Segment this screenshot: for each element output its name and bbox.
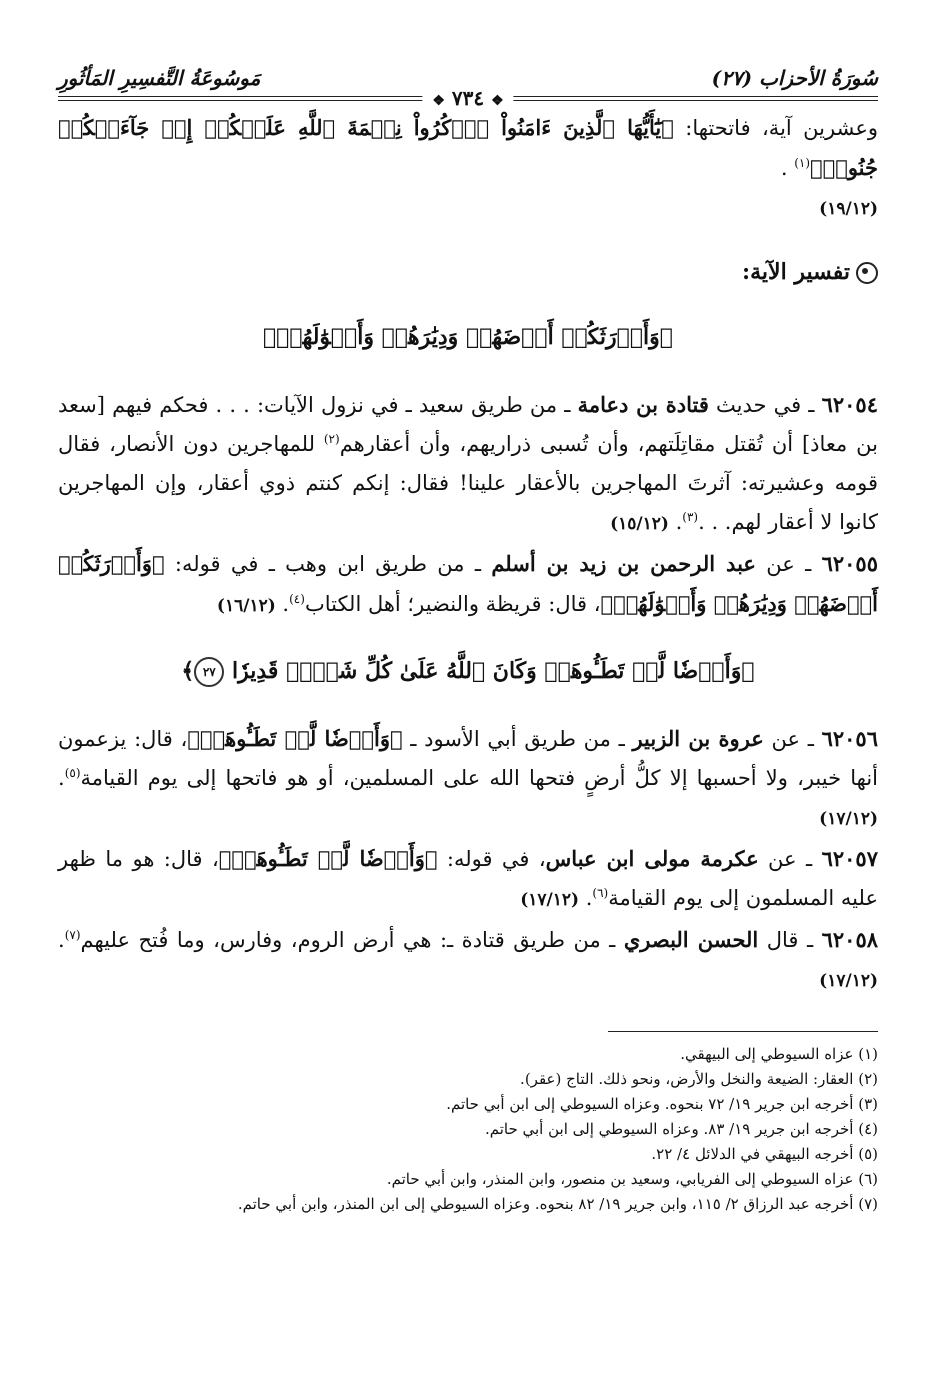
page — [58, 60, 878, 1217]
entry-number: ٦٢٠٥٦ — [821, 726, 878, 751]
verse-close: ﴾ — [181, 658, 195, 684]
entry-text: . — [275, 592, 290, 616]
entries-group-2 — [58, 719, 878, 1001]
footnote: (٧) أخرجه عبد الرزاق ٢/ ١١٥، وابن جرير ١٩/ ٨٢ بنحوه. وعزاه السيوطي إلى ابن المنذر، وابن أبي حاتم. — [237, 1195, 878, 1213]
footnote: (٦) عزاه السيوطي إلى الفريابي، وسعيد بن منصور، وابن المنذر، وابن أبي حاتم. — [386, 1170, 878, 1188]
hadith-entry — [58, 544, 878, 626]
top-end: . — [780, 156, 788, 180]
footnote-marker: (٤) — [289, 592, 305, 606]
page-number-text: ٧٣٤ — [451, 86, 485, 110]
footnote-marker: (٢) — [323, 432, 340, 446]
ornament-icon: ❖ — [432, 93, 445, 109]
top-quote: ﴿يَٰٓأَيُّهَا ٱلَّذِينَ ءَامَنُواْ ٱذۡكُرُواْ نِعۡمَةَ ٱللَّهِ عَلَيۡكُمۡ إِذۡ جَآءَتۡكُمۡ جُنُودٞ﴾ — [58, 115, 878, 180]
flower-icon — [856, 262, 878, 284]
top-text: وعشرين آية، فاتحتها: — [673, 116, 878, 140]
page-body — [58, 108, 878, 1001]
footnote-marker: (١) — [794, 156, 811, 170]
reference: (١٦/١٢) — [216, 596, 276, 616]
entry-text: للمهاجرين دون الأنصار، فقال قومه وعشيرته: آثرتَ المهاجرين بالأعقار علينا! فقال: إنكم كنتم ذوي أعقار، وإن المهاجرين كانوا لا أعقار لهم. . . — [58, 432, 878, 534]
entries-group-1 — [58, 385, 878, 626]
footnote: (١) عزاه السيوطي إلى البيهقي. — [680, 1045, 878, 1063]
entry-text: ، في قوله: — [437, 847, 546, 871]
top-paragraph — [58, 108, 878, 229]
verse-heading-2-text: ﴿وَأَرۡضٗا لَّمۡ تَطَـُٔوهَاۚ وَكَانَ ٱللَّهُ عَلَىٰ كُلِّ شَيۡءٖ قَدِيرٗا — [231, 658, 755, 684]
entry-text: . — [58, 928, 65, 952]
page-header — [58, 60, 878, 110]
page-number — [422, 86, 513, 110]
reference: (١٩/١٢) — [819, 199, 878, 219]
entry-text: . — [579, 886, 593, 910]
verse-heading-2 — [58, 652, 878, 691]
footnote-marker: (٦) — [592, 886, 609, 900]
hadith-entry — [58, 385, 878, 544]
entry-text: ـ عن — [755, 552, 822, 576]
hadith-entry — [58, 839, 878, 920]
entry-number: ٦٢٠٥٥ — [821, 551, 878, 576]
reference: (١٧/١٢) — [520, 890, 580, 910]
footnotes — [58, 1042, 878, 1217]
narrator-name: ﴿وَأَرۡضٗا لَّمۡ تَطَـُٔوهَاۚ﴾ — [187, 726, 403, 751]
footnote: (٥) أخرجه البيهقي في الدلائل ٤/ ٢٢. — [651, 1145, 878, 1163]
entry-text: ـ من طريق ابن وهب ـ في قوله: — [164, 552, 492, 576]
entry-text: ـ عن — [758, 847, 822, 871]
entry-text: ـ من طريق سعيد ـ في نزول الآيات: . . . فحكم فيهم [سعد بن معاذ] أن تُقتل مقاتِلَتهم، وأن تُسبى ذراريهم، وأن أعقارهم — [58, 393, 878, 456]
section-title: تفسير الآية: — [741, 259, 850, 285]
footnote: (٢) العقار: الضيعة والنخل والأرض، ونحو ذلك. التاج (عقر). — [520, 1070, 878, 1088]
narrator-name: قتادة بن دعامة — [577, 392, 709, 417]
footnote-marker: (٣) — [682, 510, 699, 524]
footnote-marker: (٥) — [64, 766, 81, 780]
entry-text: ـ قال — [758, 928, 822, 952]
narrator-name: ﴿وَأَرۡضٗا لَّمۡ تَطَـُٔوهَاۚ﴾ — [218, 846, 438, 871]
narrator-name: ﴿وَأَوۡرَثَكُمۡ أَرۡضَهُمۡ وَدِيَٰرَهُمۡ وَأَمۡوَٰلَهُمۡ﴾ — [58, 551, 878, 616]
verse-heading-1: ﴿وَأَوۡرَثَكُمۡ أَرۡضَهُمۡ وَدِيَٰرَهُمۡ وَأَمۡوَٰلَهُمۡ﴾ — [262, 324, 673, 350]
reference: (١٧/١٢) — [819, 809, 878, 829]
footnote-marker: (٧) — [64, 928, 81, 942]
ayah-number-icon: ٢٧ — [194, 657, 224, 687]
entry-text: . — [668, 510, 683, 534]
reference: (١٥/١٢) — [610, 514, 669, 534]
entry-text: ـ في حديث — [708, 393, 822, 417]
hadith-entry — [58, 719, 878, 839]
surah-title: سُورَةُ الأحزاب (٢٧) — [711, 66, 878, 90]
narrator-name: عروة بن الزبير — [632, 726, 764, 751]
entry-text: ، قال: هو ما ظهر عليه المسلمون إلى يوم القيامة — [58, 847, 878, 910]
entry-text: ـ من طريق أبي الأسود ـ — [402, 727, 633, 751]
entry-text: ، قال: قريظة والنضير؛ أهل الكتاب — [304, 592, 601, 616]
reference: (١٧/١٢) — [819, 971, 878, 991]
hadith-entry — [58, 920, 878, 1001]
section-heading — [58, 253, 878, 292]
entry-number: ٦٢٠٥٧ — [821, 846, 878, 871]
narrator-name: الحسن البصري — [623, 927, 759, 952]
footnote-separator — [608, 1031, 878, 1032]
footnote: (٤) أخرجه ابن جرير ١٩/ ٨٣. وعزاه السيوطي إلى ابن أبي حاتم. — [484, 1120, 878, 1138]
book-title: مَوسُوعَةُ التَّفسِيرِ المَأثُورِ — [58, 66, 261, 90]
ornament-icon: ❖ — [491, 93, 504, 109]
entry-text: ـ عن — [763, 727, 822, 751]
entry-text: ـ من طريق قتادة ـ: هي أرض الروم، وفارس، وما فُتح عليهم — [80, 928, 624, 952]
narrator-name: عبد الرحمن بن زيد بن أسلم — [491, 551, 756, 576]
entry-number: ٦٢٠٥٤ — [821, 392, 878, 417]
entry-text: ، قال: يزعمون أنها خيبر، ولا أحسبها إلا كلُّ أرضٍ فتحها الله على المسلمين، أو هو فاتحها إلى يوم القيامة — [58, 727, 878, 790]
footnote: (٣) أخرجه ابن جرير ١٩/ ٧٢ بنحوه. وعزاه السيوطي إلى ابن أبي حاتم. — [446, 1095, 878, 1113]
entry-text: . — [58, 766, 65, 790]
entry-number: ٦٢٠٥٨ — [821, 927, 879, 952]
narrator-name: عكرمة مولى ابن عباس — [545, 846, 759, 871]
